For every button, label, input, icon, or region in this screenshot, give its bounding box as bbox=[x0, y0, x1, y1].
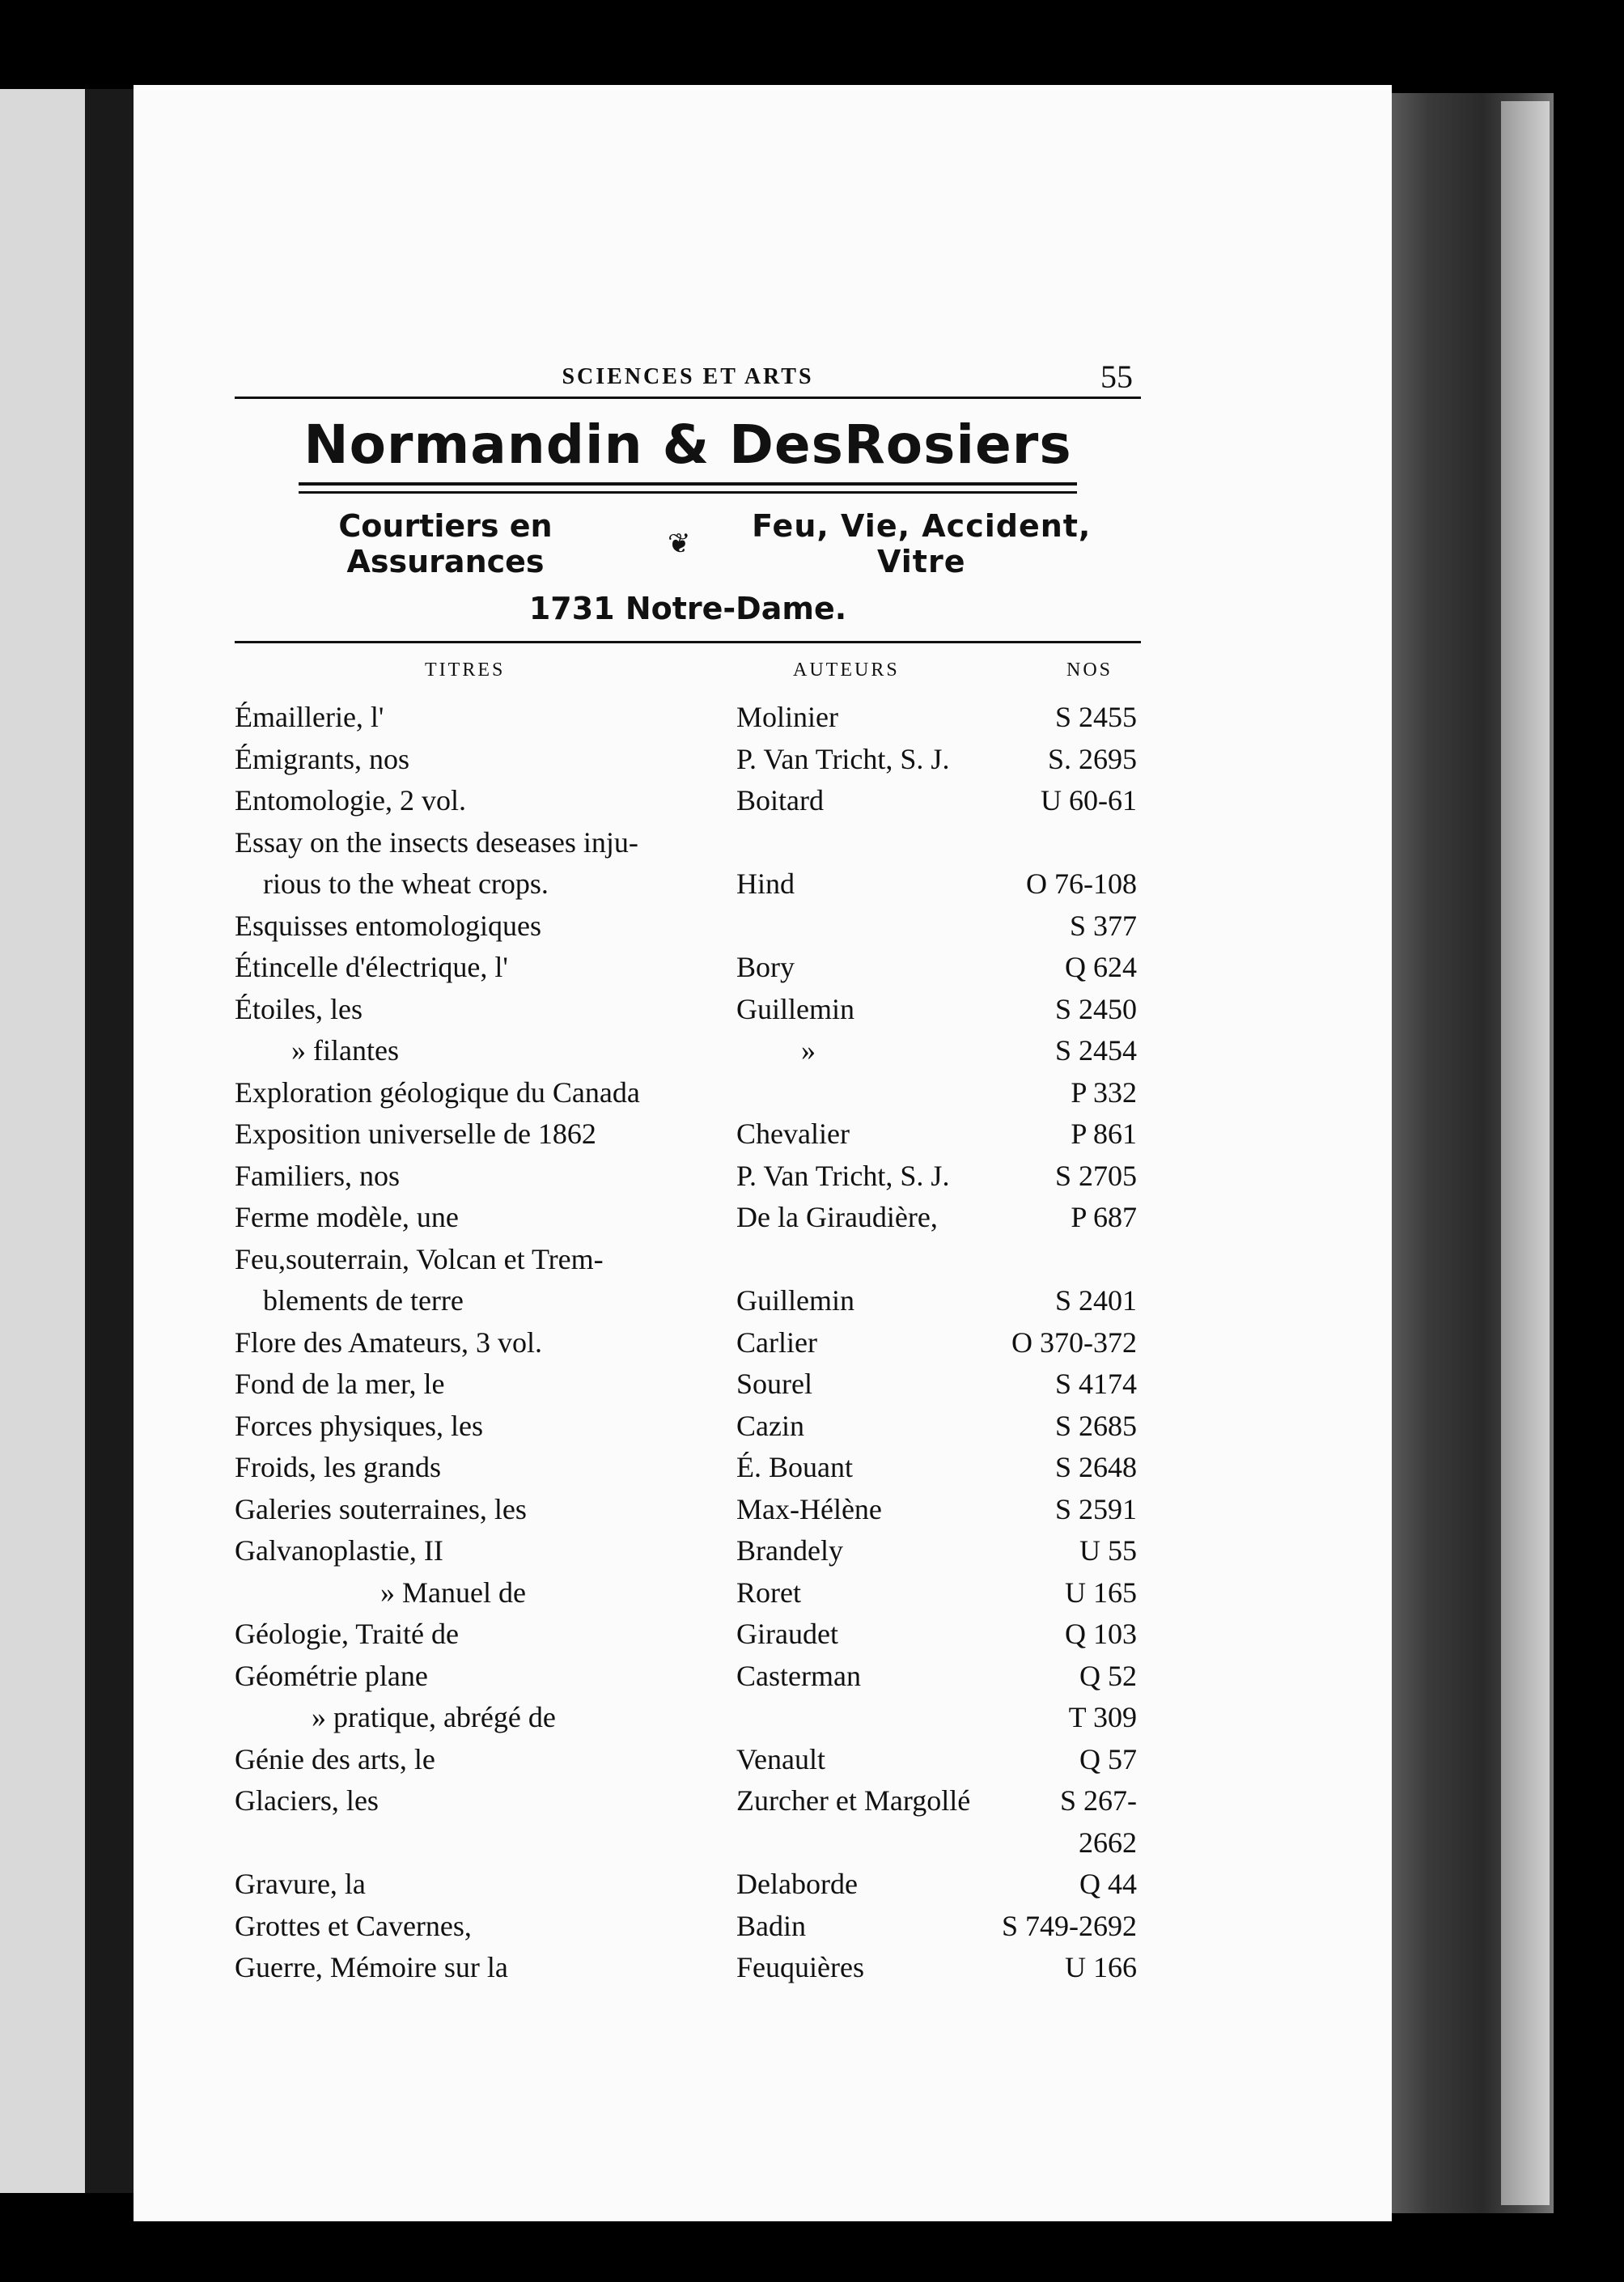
ad-business: Courtiers en Assurances bbox=[338, 508, 553, 579]
entry-author: Hind bbox=[736, 867, 795, 900]
entry-author: P. Van Tricht, S. J. bbox=[736, 1159, 950, 1192]
entry-author: Giraudet bbox=[736, 1618, 838, 1650]
entry-title: Géologie, Traité de bbox=[235, 1618, 459, 1650]
list-item bbox=[235, 1404, 1141, 1446]
list-item bbox=[235, 737, 1141, 779]
list-item bbox=[235, 1029, 1141, 1071]
list-item bbox=[235, 904, 1141, 946]
header-titres: TITRES bbox=[425, 660, 506, 681]
left-page-edge bbox=[0, 89, 97, 2193]
entry-title: Étoiles, les bbox=[235, 992, 363, 1025]
entry-title: blements de terre bbox=[263, 1284, 464, 1317]
entry-author: É. Bouant bbox=[736, 1451, 853, 1483]
entry-author: Venault bbox=[736, 1742, 825, 1775]
entry-number: Q 624 bbox=[1065, 951, 1137, 983]
entry-number: 2662 bbox=[1079, 1826, 1137, 1859]
list-item bbox=[235, 1154, 1141, 1196]
entry-author: P. Van Tricht, S. J. bbox=[736, 742, 950, 775]
entry-author: Chevalier bbox=[736, 1118, 850, 1150]
entry-number: Q 52 bbox=[1079, 1659, 1137, 1692]
entry-number: T 309 bbox=[1068, 1701, 1137, 1733]
entry-title: Forces physiques, les bbox=[235, 1409, 483, 1442]
entry-author: Cazin bbox=[736, 1409, 804, 1442]
entry-title: Gravure, la bbox=[235, 1868, 366, 1900]
entry-number: P 687 bbox=[1071, 1201, 1137, 1233]
list-item bbox=[235, 1237, 1141, 1279]
list-item bbox=[235, 821, 1141, 863]
entry-number: S 267- bbox=[1059, 1784, 1137, 1817]
entry-title: Ferme modèle, une bbox=[235, 1201, 459, 1233]
list-item bbox=[235, 1695, 1141, 1737]
list-item bbox=[235, 778, 1141, 821]
page-content bbox=[235, 348, 1141, 1987]
entry-title: Esquisses entomologiques bbox=[235, 909, 541, 942]
entry-title: Glaciers, les bbox=[235, 1784, 379, 1817]
list-item bbox=[235, 1737, 1141, 1779]
entry-number: S. 2695 bbox=[1047, 742, 1137, 775]
entry-title: Grottes et Cavernes, bbox=[235, 1909, 472, 1942]
entry-title: Étincelle d'électrique, l' bbox=[235, 951, 508, 983]
list-item bbox=[235, 1445, 1141, 1487]
header-nos: NOS bbox=[1066, 660, 1113, 681]
entry-number: S 377 bbox=[1069, 909, 1137, 942]
list-item bbox=[235, 1487, 1141, 1529]
entry-author: » bbox=[801, 1034, 816, 1067]
entry-title: Entomologie, 2 vol. bbox=[235, 784, 466, 817]
entry-author: Feuquières bbox=[736, 1951, 864, 1983]
list-item bbox=[235, 1529, 1141, 1571]
list-item bbox=[235, 695, 1141, 737]
entry-number: S 2450 bbox=[1054, 992, 1137, 1025]
entry-title: Génie des arts, le bbox=[235, 1742, 435, 1775]
entry-author: Guillemin bbox=[736, 1284, 854, 1317]
page-stack-highlight bbox=[1501, 101, 1550, 2205]
entry-author: Sourel bbox=[736, 1368, 812, 1400]
entry-title: Émigrants, nos bbox=[235, 742, 409, 775]
entry-author: Molinier bbox=[736, 701, 838, 733]
entry-title: Galvanoplastie, II bbox=[235, 1534, 443, 1567]
list-item bbox=[235, 1654, 1141, 1696]
entry-title: Essay on the insects deseases inju- bbox=[235, 825, 638, 859]
list-item bbox=[235, 1571, 1141, 1613]
entry-title: » pratique, abrégé de bbox=[312, 1701, 556, 1733]
list-item bbox=[235, 1904, 1141, 1946]
running-head bbox=[235, 348, 1141, 397]
entry-title: Exploration géologique du Canada bbox=[235, 1075, 640, 1109]
entry-title: Géométrie plane bbox=[235, 1659, 428, 1692]
list-item bbox=[235, 1279, 1141, 1321]
list-item bbox=[235, 945, 1141, 987]
entry-number: O 76-108 bbox=[1026, 867, 1137, 900]
entry-author: Roret bbox=[736, 1576, 801, 1609]
page-number: 55 bbox=[1100, 358, 1133, 395]
entry-number: Q 57 bbox=[1079, 1742, 1137, 1775]
ad-address: 1731 Notre-Dame. bbox=[528, 591, 847, 626]
list-item bbox=[235, 1945, 1141, 1987]
list-item bbox=[235, 1112, 1141, 1154]
list-item bbox=[235, 1071, 1141, 1113]
fleuron-icon: ❦ bbox=[668, 528, 691, 560]
entry-number: S 2401 bbox=[1054, 1284, 1137, 1317]
entry-title: Fond de la mer, le bbox=[235, 1368, 445, 1400]
entry-title: Exposition universelle de 1862 bbox=[235, 1118, 596, 1150]
list-item bbox=[235, 1779, 1141, 1821]
list-item bbox=[235, 1612, 1141, 1654]
entry-number: P 861 bbox=[1071, 1118, 1137, 1150]
entry-author: Badin bbox=[736, 1909, 806, 1942]
entry-number: S 4174 bbox=[1054, 1368, 1137, 1400]
entry-title: » filantes bbox=[291, 1034, 399, 1067]
entry-title: Feu,souterrain, Volcan et Trem- bbox=[235, 1242, 604, 1275]
entry-number: U 60-61 bbox=[1041, 784, 1137, 817]
entry-number: U 165 bbox=[1065, 1576, 1137, 1609]
entry-author: Carlier bbox=[736, 1326, 817, 1359]
entry-number: Q 103 bbox=[1065, 1618, 1137, 1650]
entry-number: S 2454 bbox=[1054, 1034, 1137, 1067]
entry-author: Zurcher et Margollé bbox=[736, 1784, 971, 1817]
entry-title: Émaillerie, l' bbox=[235, 701, 384, 733]
list-item bbox=[235, 987, 1141, 1029]
entry-title: rious to the wheat crops. bbox=[263, 867, 549, 900]
list-item bbox=[235, 1862, 1141, 1904]
entry-number: U 55 bbox=[1079, 1534, 1137, 1567]
running-title: SCIENCES ET ARTS bbox=[562, 364, 814, 389]
entry-number: U 166 bbox=[1065, 1951, 1137, 1983]
ad-coverage: Feu, Vie, Accident, Vitre bbox=[752, 508, 1092, 579]
entry-author: Boitard bbox=[736, 784, 824, 817]
entry-author: Brandely bbox=[736, 1534, 843, 1567]
entry-author: Guillemin bbox=[736, 992, 854, 1025]
header-auteurs: AUTEURS bbox=[793, 660, 900, 681]
entry-number: S 2705 bbox=[1054, 1159, 1137, 1192]
book-gutter bbox=[85, 89, 134, 2193]
entry-number: P 332 bbox=[1071, 1075, 1137, 1109]
entry-title: » Manuel de bbox=[380, 1576, 526, 1609]
entry-author: De la Giraudière, bbox=[736, 1201, 938, 1233]
entry-title: Guerre, Mémoire sur la bbox=[235, 1951, 508, 1983]
entry-number: S 2685 bbox=[1054, 1409, 1137, 1442]
entry-number: S 749-2692 bbox=[1001, 1909, 1137, 1942]
list-item bbox=[235, 862, 1141, 904]
ad-business-line bbox=[235, 508, 1141, 579]
entry-title: Froids, les grands bbox=[235, 1451, 441, 1483]
entry-number: S 2455 bbox=[1054, 701, 1137, 733]
catalogue-entries bbox=[235, 695, 1141, 1987]
ad-firm-name: Normandin & DesRosiers bbox=[299, 414, 1076, 486]
entry-number: O 370-372 bbox=[1011, 1326, 1137, 1359]
entry-title: Flore des Amateurs, 3 vol. bbox=[235, 1326, 542, 1359]
list-item bbox=[235, 1195, 1141, 1237]
entry-title: Familiers, nos bbox=[235, 1159, 400, 1192]
entry-number: Q 44 bbox=[1079, 1868, 1137, 1900]
column-headers bbox=[235, 643, 1141, 692]
entry-author: Casterman bbox=[736, 1659, 861, 1692]
entry-number: S 2648 bbox=[1054, 1451, 1137, 1483]
list-item bbox=[235, 1362, 1141, 1404]
advertisement bbox=[235, 399, 1141, 626]
list-item bbox=[235, 1321, 1141, 1363]
entry-author: Bory bbox=[736, 951, 795, 983]
entry-author: Delaborde bbox=[736, 1868, 858, 1900]
entry-author: Max-Hélène bbox=[736, 1492, 882, 1525]
list-item bbox=[235, 1821, 1141, 1863]
entry-number: S 2591 bbox=[1054, 1492, 1137, 1525]
entry-title: Galeries souterraines, les bbox=[235, 1492, 527, 1525]
